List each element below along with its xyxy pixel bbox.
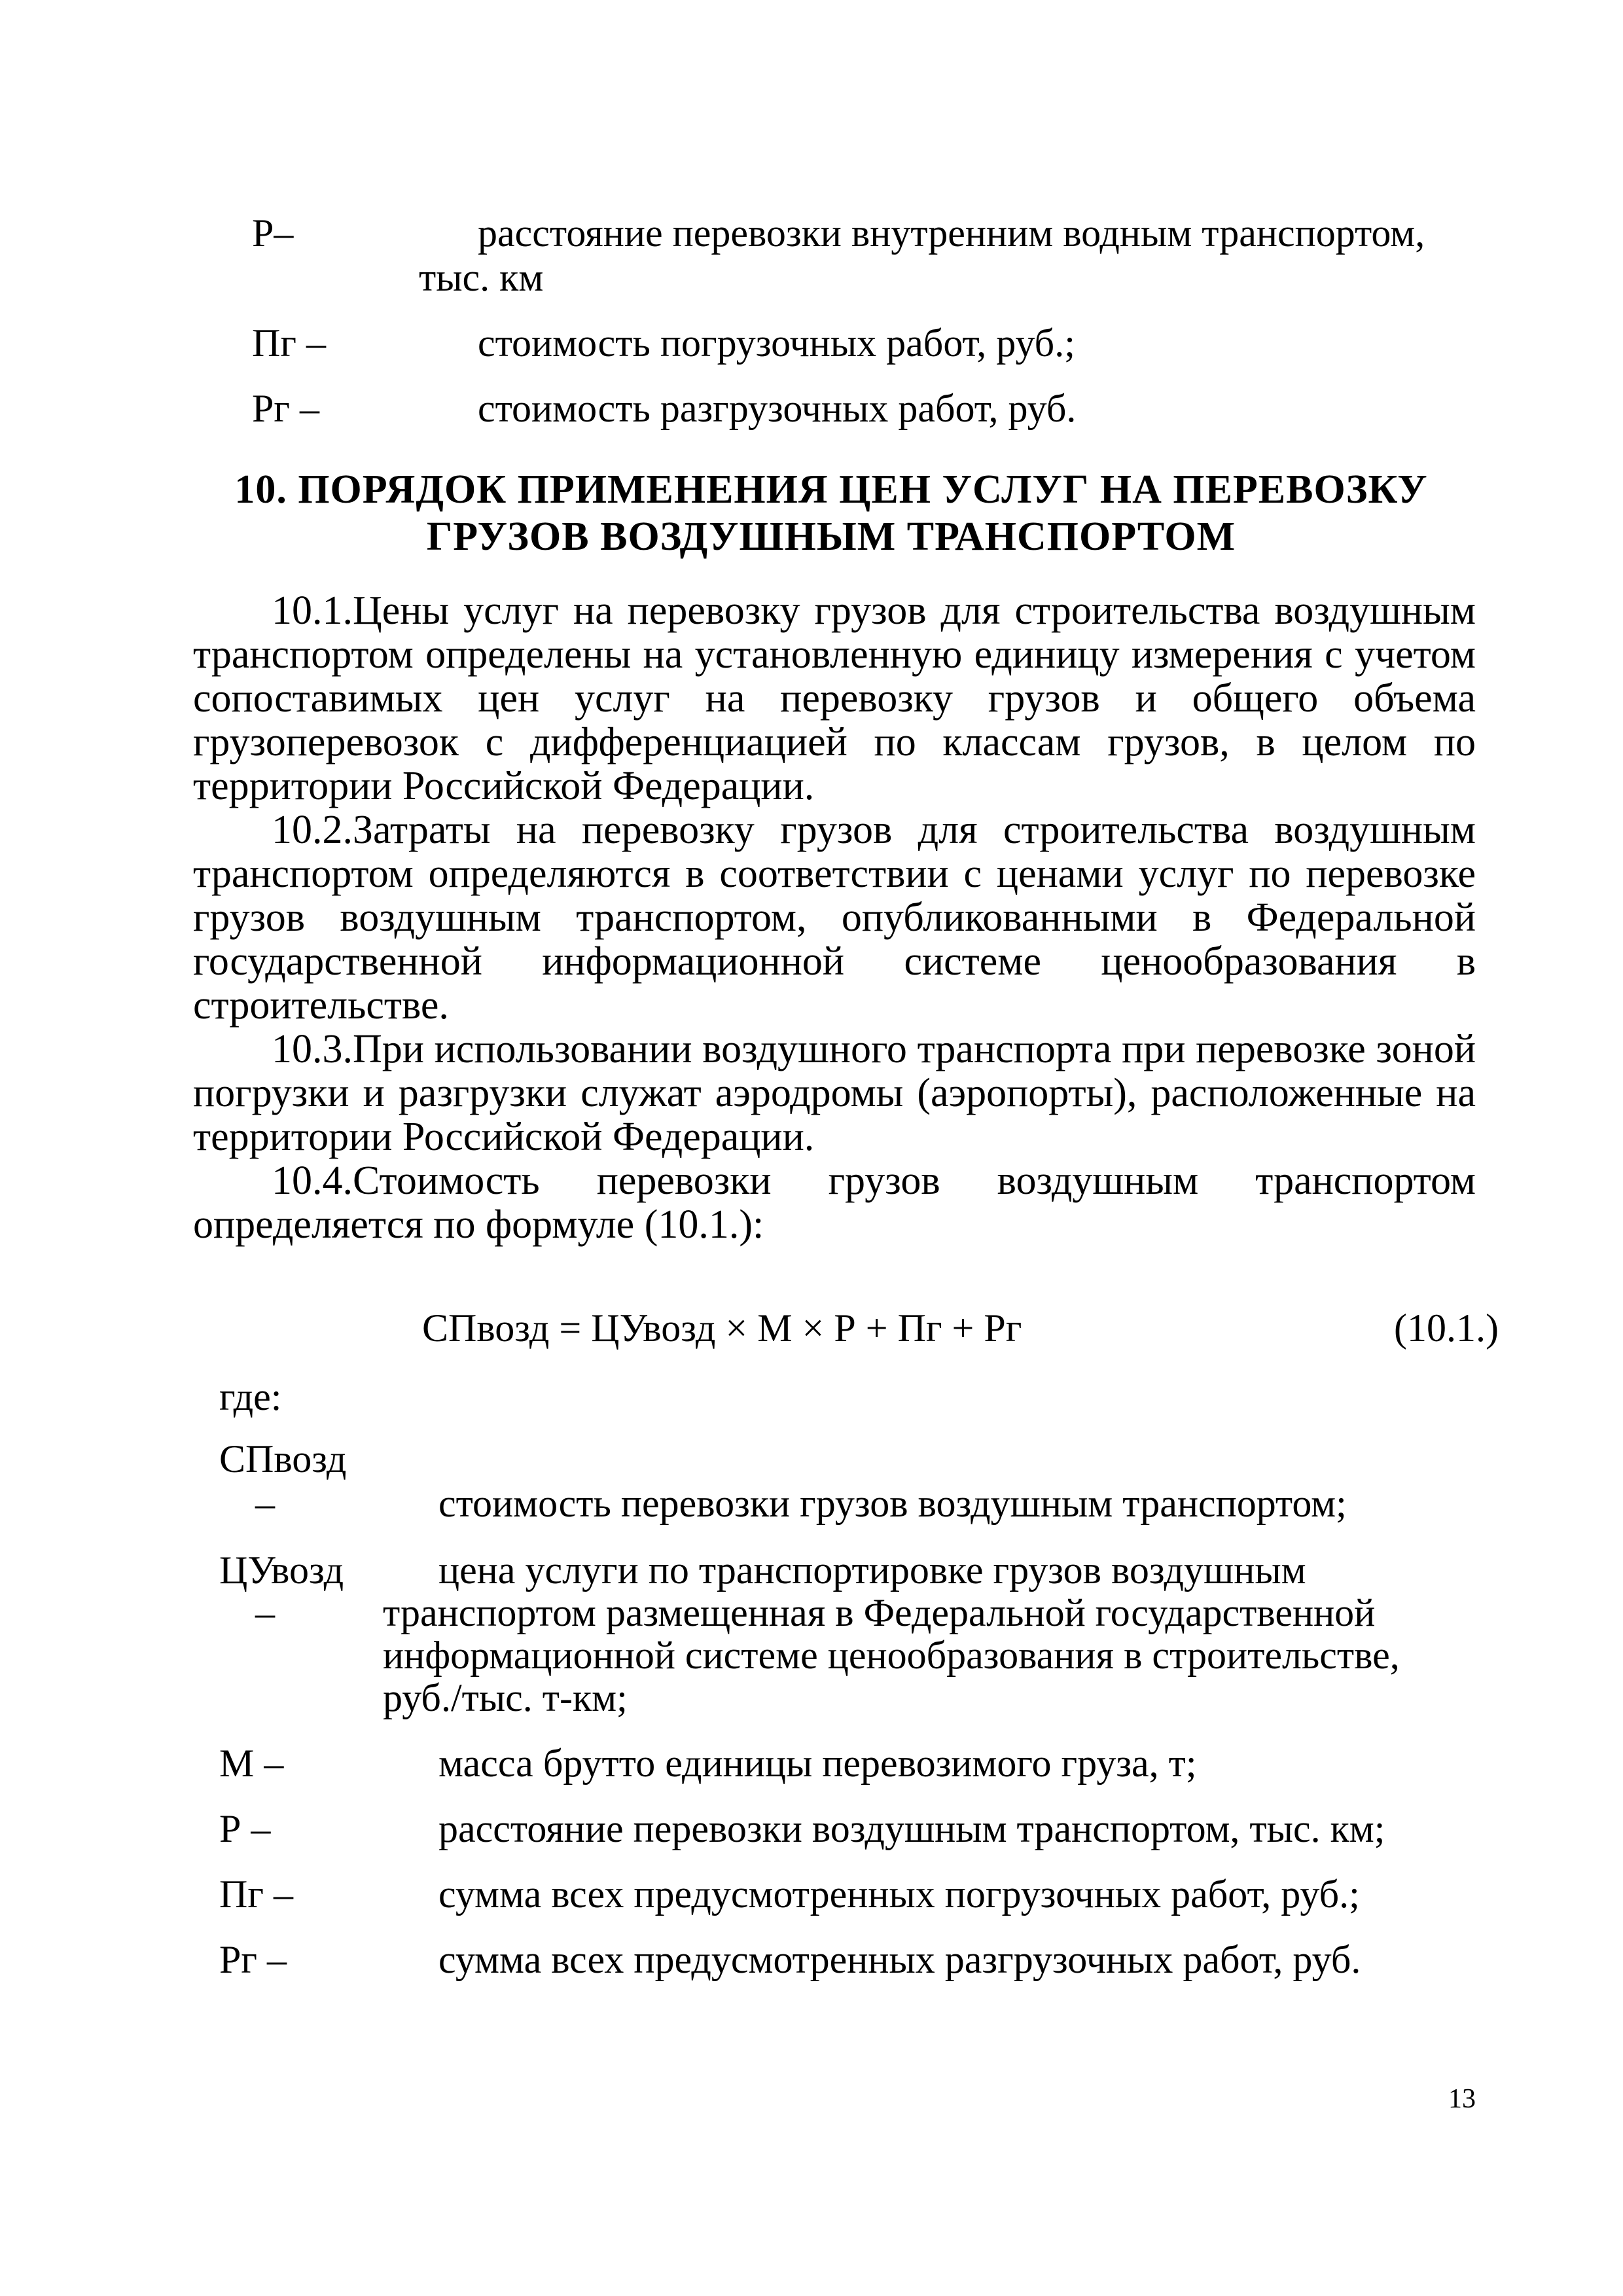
formula-number: (10.1.) [1394, 1306, 1499, 1350]
def-symbol: Пг – [252, 321, 326, 365]
paragraph-line: погрузки и разгрузки служат аэродромы (аэропорты), расположенные на [193, 1071, 1476, 1115]
def-symbol: М – [219, 1742, 284, 1785]
paragraph-line: строительстве. [193, 983, 449, 1028]
def-text: масса брутто единицы перевозимого груза, т; [438, 1742, 1197, 1785]
paragraph-line: транспортом определены на установленную единицу измерения с учетом [193, 632, 1476, 677]
paragraph-line: сопоставимых цен услуг на перевозку грузов и общего объема [193, 676, 1476, 721]
paragraph-line: территории Российской Федерации. [193, 1115, 815, 1159]
where-label: где: [219, 1375, 282, 1418]
paragraph-line: 10.4.Стоимость перевозки грузов воздушным транспортом [272, 1158, 1476, 1203]
def-dash: – [255, 1591, 275, 1634]
def-text: расстояние перевозки воздушным транспортом, тыс. км; [438, 1807, 1385, 1850]
def-text: транспортом размещенная в Федеральной государственной [383, 1591, 1376, 1634]
def-symbol: Р– [252, 211, 294, 255]
def-text: стоимость перевозки грузов воздушным транспортом; [438, 1482, 1347, 1525]
def-text: информационной системе ценообразования в строительстве, [383, 1634, 1400, 1677]
def-dash: – [255, 1482, 275, 1525]
paragraph-line: 10.2.Затраты на перевозку грузов для строительства воздушным [272, 808, 1476, 852]
def-text: руб./тыс. т-км; [383, 1676, 628, 1719]
def-symbol: Рг – [252, 387, 319, 430]
def-text: стоимость разгрузочных работ, руб. [478, 387, 1077, 430]
heading-line-1: 10. ПОРЯДОК ПРИМЕНЕНИЯ ЦЕН УСЛУГ НА ПЕРЕВОЗКУ [234, 467, 1428, 512]
def-symbol: Р – [219, 1807, 271, 1850]
def-text: расстояние перевозки внутренним водным транспортом, [478, 211, 1425, 255]
def-text: цена услуги по транспортировке грузов воздушным [438, 1549, 1306, 1592]
def-text: стоимость погрузочных работ, руб.; [478, 321, 1075, 365]
paragraph-line: грузов воздушным транспортом, опубликованными в Федеральной [193, 895, 1476, 940]
heading-line-2: ГРУЗОВ ВОЗДУШНЫМ ТРАНСПОРТОМ [426, 514, 1236, 559]
def-text: тыс. км [419, 256, 544, 299]
paragraph-line: 10.3.При использовании воздушного транспорта при перевозке зоной [272, 1027, 1476, 1071]
def-symbol: Пг – [219, 1873, 293, 1916]
paragraph-line: транспортом определяются в соответствии с ценами услуг по перевозке [193, 852, 1476, 896]
paragraph-line: определяется по формуле (10.1.): [193, 1202, 764, 1247]
def-text: сумма всех предусмотренных погрузочных работ, руб.; [438, 1873, 1360, 1916]
paragraph-line: 10.1.Цены услуг на перевозку грузов для строительства воздушным [272, 588, 1476, 633]
def-symbol: ЦУвозд [219, 1549, 344, 1592]
def-symbol: Рг – [219, 1938, 287, 1981]
paragraph-line: грузоперевозок с дифференциацией по классам грузов, в целом по [193, 720, 1476, 764]
paragraph-line: государственной информационной системе ценообразования в [193, 939, 1476, 984]
def-symbol: СПвозд [219, 1437, 347, 1480]
page-number: 13 [1448, 2084, 1476, 2114]
paragraph-line: территории Российской Федерации. [193, 764, 815, 808]
formula: СПвозд = ЦУвозд × М × Р + Пг + Рг [422, 1306, 1022, 1350]
def-text: сумма всех предусмотренных разгрузочных работ, руб. [438, 1938, 1361, 1981]
